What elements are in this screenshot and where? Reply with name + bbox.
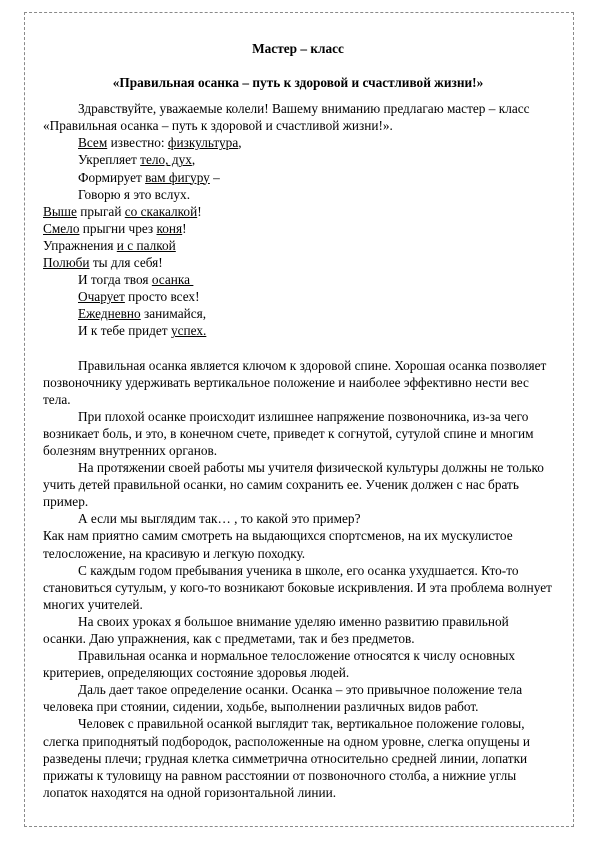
- poem-word: Ежедневно: [78, 306, 141, 322]
- poem-word: и с палкой: [116, 237, 176, 253]
- paragraph: Как нам приятно самим смотреть на выдающихся спортсменов, на их мускулистое телосложение, на красивую и легкую походку.: [43, 528, 513, 561]
- poem-word: осанка: [151, 272, 194, 288]
- poem-line-10: [43, 288, 553, 305]
- paragraph: На протяжении своей работы мы учителя физической культуры должны не только учить детей правильной осанки, но самим сохранить ее. Ученик должен с нас брать пример.: [43, 460, 544, 510]
- paragraph: А если мы выглядим так… , то какой это пример?: [78, 511, 361, 527]
- poem-line-1: [43, 134, 553, 151]
- spacer: [43, 340, 553, 357]
- poem-text: ты для себя!: [89, 255, 163, 271]
- document-title: Мастер – класс: [252, 41, 344, 56]
- poem-word: коня: [156, 220, 183, 236]
- poem-line-12: [43, 322, 553, 339]
- paragraph: На своих уроках я большое внимание уделяю именно развитию правильной осанки. Даю упражнения, как с предметами, так и без предметов.: [43, 613, 509, 646]
- poem-line-8: [43, 254, 553, 271]
- poem-word: Очарует: [78, 289, 125, 305]
- poem-word: Полюби: [43, 255, 90, 271]
- poem-text: И к тебе придет: [78, 323, 171, 339]
- intro-line-2: «Правильная осанка – путь к здоровой и счастливой жизни!».: [43, 118, 393, 134]
- paragraph: С каждым годом пребывания ученика в школе, его осанка ухудшается. Кто-то становиться сутулым, у кого-то возникают боковые искривления. И эта проблема волнует многих учителей.: [43, 562, 552, 612]
- paragraph: При плохой осанке происходит излишнее напряжение позвоночника, из-за чего возникает боль, и это, в конечном счете, приведет к согнутой, сутулой спине и многим болезням внутренних органов.: [43, 408, 534, 458]
- paragraph: Правильная осанка является ключом к здоровой спине. Хорошая осанка позволяет позвоночнику удерживать вертикальное положение и наиболее эффективно нести вес тела.: [43, 357, 547, 407]
- poem: [43, 134, 553, 339]
- poem-text: ,: [238, 135, 242, 151]
- poem-text: ,: [191, 152, 196, 168]
- poem-text: Упражнения: [43, 237, 117, 253]
- poem-line-5: [43, 203, 553, 220]
- poem-line-2: [43, 151, 553, 168]
- document-body: [43, 40, 553, 801]
- poem-text: известно:: [107, 135, 168, 151]
- poem-text: прыгай: [76, 203, 125, 219]
- intro-line-1: Здравствуйте, уважаемые колели! Вашему вниманию предлагаю мастер – класс: [78, 101, 530, 117]
- poem-line-9: [43, 271, 553, 288]
- document-subtitle: «Правильная осанка – путь к здоровой и счастливой жизни!»: [112, 75, 484, 91]
- poem-word: физкультура: [167, 135, 239, 151]
- poem-line-7: [43, 237, 553, 254]
- poem-text: !: [182, 220, 187, 236]
- poem-word: со скакалкой: [124, 203, 198, 219]
- paragraph: Даль дает такое определение осанки. Осанка – это привычное положение тела человека при стоянии, сидении, ходьбе, выполнении различных видов работ.: [43, 682, 523, 715]
- poem-text: !: [197, 203, 202, 219]
- poem-word: успех.: [170, 323, 207, 339]
- poem-text: занимайся,: [140, 306, 207, 322]
- paragraph: Правильная осанка и нормальное телосложение относятся к числу основных критериев, определяющих состояние здоровья людей.: [43, 648, 516, 681]
- poem-line-11: [43, 305, 553, 322]
- poem-word: Выше: [43, 203, 77, 219]
- poem-text: И тогда твоя: [78, 272, 152, 288]
- poem-word: тело, дух: [140, 152, 192, 168]
- poem-text: прыгни чрез: [79, 220, 157, 236]
- poem-text: Формирует: [78, 169, 146, 185]
- poem-line-6: [43, 220, 553, 237]
- poem-text: Укрепляет: [78, 152, 141, 168]
- poem-word: Смело: [43, 220, 80, 236]
- poem-word: Всем: [78, 135, 108, 151]
- poem-word: вам фигуру: [145, 169, 210, 185]
- poem-text: –: [209, 169, 220, 185]
- poem-line-4: Говорю я это вслух.: [78, 186, 191, 202]
- paragraph: Человек с правильной осанкой выглядит так, вертикальное положение головы, слегка приподнятый подбородок, расположенные на одном уровне, слегка опущены и разведены плечи; грудная клетка симметрична относительно средней линии, лопатки прижаты к туловищу на равном расстоянии от позвоночного столба, а нижние углы лопаток находятся на одной горизонтальной линии.: [43, 716, 531, 800]
- poem-text: просто всех!: [124, 289, 200, 305]
- poem-line-3: [43, 169, 553, 186]
